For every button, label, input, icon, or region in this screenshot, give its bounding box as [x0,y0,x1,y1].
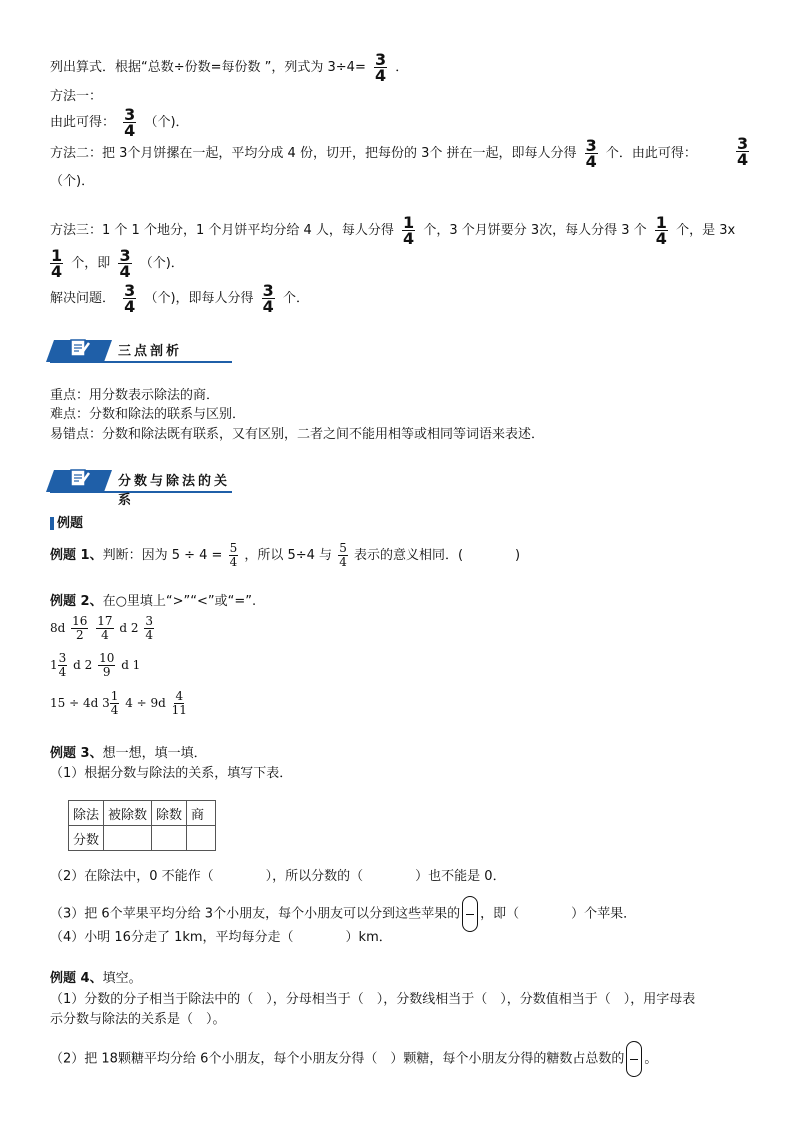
text: 15 ÷ 4d 3 [50,696,110,710]
section-title: 三点剖析 [118,344,183,359]
compare-row-1 [50,615,156,642]
fraction-blank[interactable] [626,1041,642,1077]
fraction-blank[interactable] [462,896,478,932]
key-point: 重点：用分数表示除法的商． [50,388,220,403]
text: 列出算式．根据“总数÷份数=每份数 ”，列式为 3÷4= [50,60,366,75]
ex3-q2: （2）在除法中，0 不能作（ ），所以分数的（ ）也不能是 0． [50,869,506,884]
table-cell: 分数 [69,826,104,851]
fraction-3-4: $\frac{3}{4}$ [262,281,274,316]
text: 8d [50,621,66,635]
fraction: $\frac{1}{4}$ [110,689,119,717]
division-fraction-table [68,800,216,851]
text: （2）把 18颗糖平均分给 6个小朋友，每个小朋友分得（ ）颗糖，每个小朋友分得的糖数占总数的 [50,1051,625,1067]
text: 在○里填上“>”“<”或“=”. [102,594,257,609]
table-cell[interactable] [104,826,152,851]
intro-line-7 [50,248,184,279]
text: 个，即 [71,256,111,271]
ex3-q4: （4）小明 16分走了 1km，平均每分走（ ）km． [50,930,392,945]
intro-line-6 [50,215,735,246]
compare-row-3 [50,690,189,717]
text: 表示的意义相同．( ) [353,548,521,563]
intro-line-1 [50,52,408,83]
example-4 [50,971,142,987]
fraction-3-4: $\frac{3}{4}$ [585,136,597,171]
table-cell: 商 [187,801,216,826]
table-cell[interactable] [187,826,216,851]
intro-line-5: （个)． [50,174,95,189]
fraction-1-4: $\frac{1}{4}$ [655,213,667,248]
label-text: 例题 [57,516,84,531]
text: 个．由此可得： [605,146,697,161]
table-row [69,801,216,826]
fraction: $\frac{17}{4}$ [97,614,113,642]
text: 4 ÷ 9d [125,696,166,710]
ex4-q2 [50,1041,657,1077]
fraction-3-4: $\frac{3}{4}$ [737,134,749,169]
example-number: 例题 1、 [50,548,103,563]
fraction-1-4: $\frac{1}{4}$ [403,213,415,248]
fraction-3-4: $\frac{3}{4}$ [375,50,387,85]
label-marker [50,517,54,530]
fraction: $\frac{4}{11}$ [171,689,187,717]
text: 个，3 个月饼要分 3次，每人分得 3 个 [423,223,647,238]
text: 个． [282,291,309,306]
text: 想一想，填一填． [102,746,207,761]
fraction-3-4: $\frac{3}{4}$ [119,246,131,281]
table-cell[interactable] [152,826,187,851]
text: ，所以 5÷4 与 [244,548,333,563]
banner-underline [50,361,232,363]
section-title: 分数与除法的关系 [118,474,231,508]
compare-row-2 [50,652,140,679]
fraction-1-4: $\frac{1}{4}$ [51,246,63,281]
text: 解决问题． [50,291,116,306]
fraction: $\frac{10}{9}$ [99,651,115,679]
ex3-q1: （1）根据分数与除法的关系，填写下表． [50,766,293,781]
intro-line-4 [50,138,697,169]
ex3-q3 [50,896,636,932]
table-cell: 除法 [69,801,104,826]
section-banner-analysis [50,334,232,364]
fraction: $\frac{3}{4}$ [145,614,153,642]
table-cell: 被除数 [104,801,152,826]
text: 判断：因为 5 ÷ 4 = [102,548,223,563]
text: （个)． [144,115,189,130]
example-3 [50,746,207,762]
intro-line-8 [50,283,309,314]
fraction-5-4: $\frac{5}{4}$ [339,541,347,569]
text: （3）把 6个苹果平均分给 3个小朋友，每个小朋友可以分到这些苹果的 [50,906,461,922]
text: d 2 [73,658,93,672]
notepad-pencil-icon [68,337,92,359]
text: d 1 [121,658,141,672]
ex4-q1-line2: 示分数与除法的关系是（ ）。 [50,1012,226,1027]
text: ． [395,60,409,75]
example-number: 例题 2、 [50,594,103,609]
text: 方法二：把 3个月饼摞在一起，平均分成 4 份，切开，把每份的 3个 拼在一起，即每人分得 [50,146,577,161]
text: 。 [644,1051,658,1067]
fraction: $\frac{3}{4}$ [58,651,67,679]
text: 1 [50,658,58,672]
method-1-label: 方法一： [50,89,103,104]
text: 个，是 3x [676,223,736,238]
intro-line-3 [50,107,189,138]
text: ，即（ ）个苹果． [480,906,637,922]
table-row [69,826,216,851]
notepad-pencil-icon [68,467,92,489]
ex4-q1-line1: （1）分数的分子相当于除法中的（ ），分母相当于（ ），分数线相当于（ ），分数值相当于（ ），用字母表 [50,992,696,1007]
table-cell: 除数 [152,801,187,826]
fraction-3-4: $\frac{3}{4}$ [124,105,136,140]
text: （个)． [139,256,184,271]
text: 填空。 [102,971,142,986]
example-2 [50,594,256,610]
difficult-point: 难点：分数和除法的联系与区别． [50,407,246,422]
section-banner-relation [50,464,232,508]
example-1 [50,542,520,569]
text: （个)，即每人分得 [144,291,254,306]
examples-label [50,516,83,532]
fraction: $\frac{16}{2}$ [72,614,88,642]
text: 由此可得： [50,115,116,130]
error-point: 易错点：分数和除法既有联系，又有区别，二者之间不能用相等或相同等词语来表述． [50,427,545,442]
example-number: 例题 4、 [50,971,103,986]
example-number: 例题 3、 [50,746,103,761]
fraction-3-4: $\frac{3}{4}$ [124,281,136,316]
fraction-5-4: $\frac{5}{4}$ [229,541,238,569]
text: 方法三：1 个 1 个地分，1 个月饼平均分给 4 人，每人分得 [50,223,394,238]
text: d 2 [119,621,139,635]
